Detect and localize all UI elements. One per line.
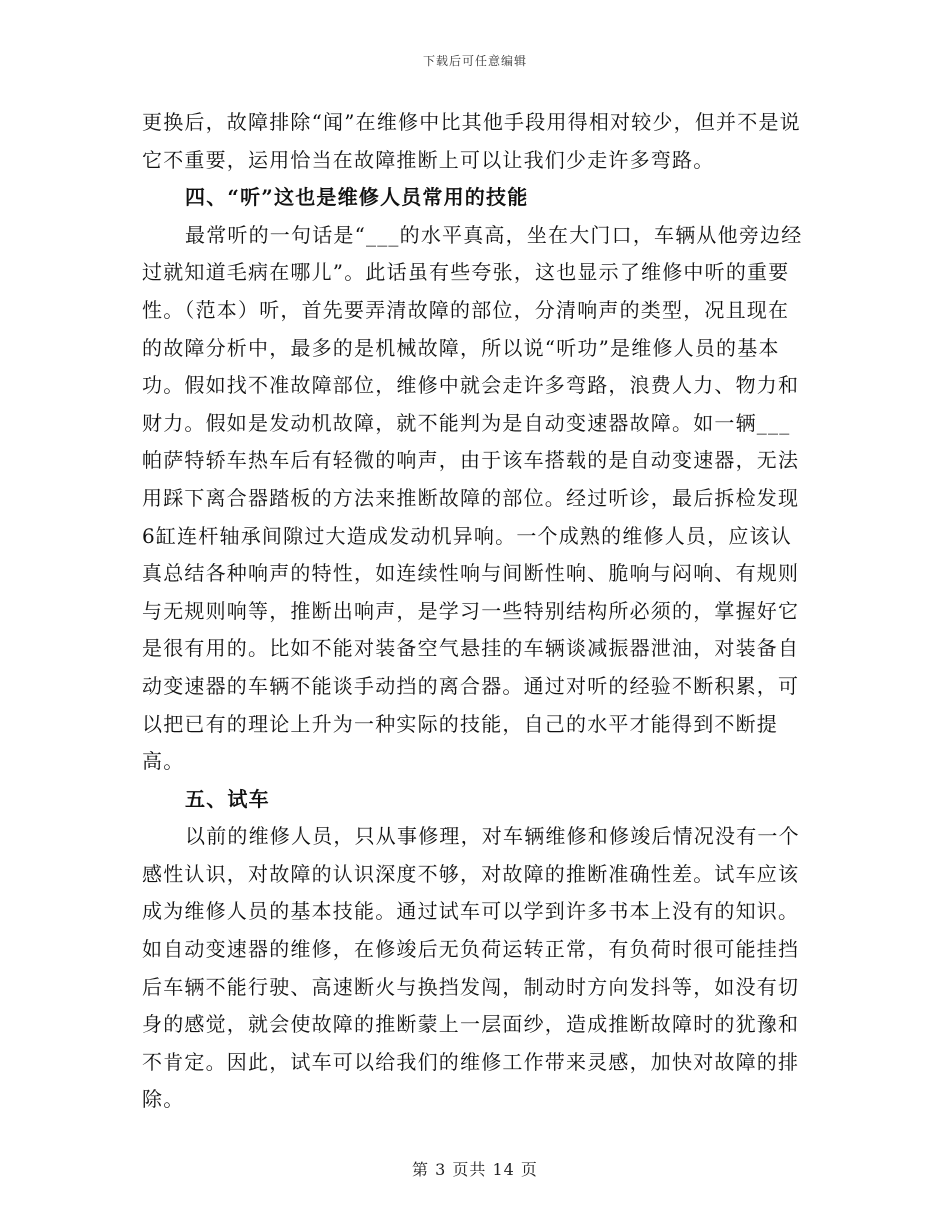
- page-number: 第 3 页共 14 页: [412, 1160, 538, 1179]
- paragraph-listen: 最常听的一句话是“___的水平真高，坐在大门口，车辆从他旁边经过就知道毛病在哪儿”。此话虽有些夸张，这也显示了维修中听的重要性。（范本）听，首先要弄清故障的部位，分清响声的类型，况且现在的故障分析中，最多的是机械故障，所以说“听功”是维修人员的基本功。假如找不准故障部位，维修中就会走许多弯路，浪费人力、物力和财力。假如是发动机故障，就不能判为是自动变速器故障。如一辆___帕萨特轿车热车后有轻微的响声，由于该车搭载的是自动变速器，无法用踩下离合器踏板的方法来推断故障的部位。经过听诊，最后拆检发现6缸连杆轴承间隙过大造成发动机异响。一个成熟的维修人员，应该认真总结各种响声的特性，如连续性响与间断性响、脆响与闷响、有规则与无规则响等，推断出响声，是学习一些特别结构所必须的，掌握好它是很有用的。比如不能对装备空气悬挂的车辆谈减振器泄油，对装备自动变速器的车辆不能谈手动挡的离合器。通过对听的经验不断积累，可以把已有的理论上升为一种实际的技能，自己的水平才能得到不断提高。: [142, 222, 803, 774]
- section-heading-test-drive: 五、试车: [185, 786, 270, 811]
- page-header: 下载后可任意编辑: [422, 54, 527, 68]
- paragraph-continued: 更换后，故障排除“闻”在维修中比其他手段用得相对较少，但并不是说它不重要，运用恰当在故障推断上可以让我们少走许多弯路。: [142, 110, 801, 172]
- document-body: [142, 104, 810, 1119]
- section-heading-listen: 四、“听”这也是维修人员常用的技能: [185, 185, 529, 210]
- paragraph-test-drive: 以前的维修人员，只从事修理，对车辆维修和修竣后情况没有一个感性认识，对故障的认识深度不够，对故障的推断准确性差。试车应该成为维修人员的基本技能。通过试车可以学到许多书本上没有的知识。如自动变速器的维修，在修竣后无负荷运转正常，有负荷时很可能挂挡后车辆不能行驶、高速断火与换挡发闯，制动时方向发抖等，如没有切身的感觉，就会使故障的推断蒙上一层面纱，造成推断故障时的犹豫和不肯定。因此，试车可以给我们的维修工作带来灵感，加快对故障的排除。: [142, 824, 800, 1112]
